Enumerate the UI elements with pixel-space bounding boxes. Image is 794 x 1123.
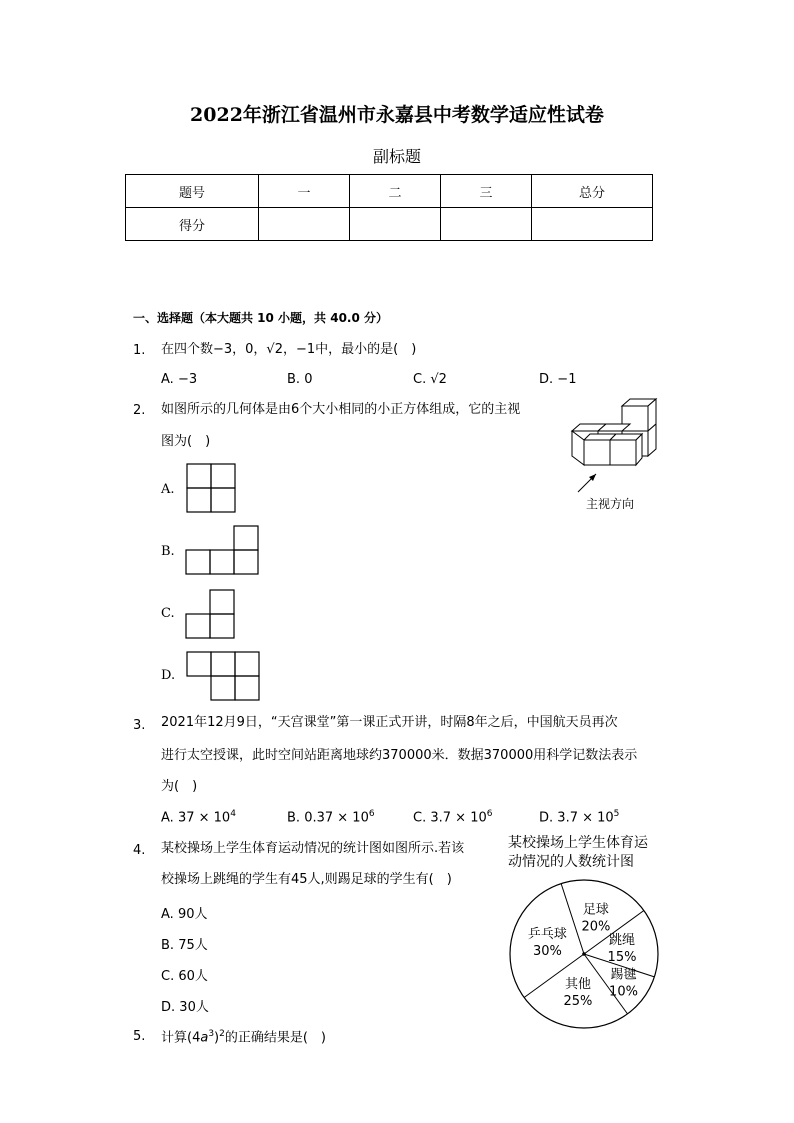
option-a-view-figure bbox=[186, 463, 238, 515]
pie-slice-name: 踢毽 bbox=[610, 967, 637, 983]
option-label: A. bbox=[161, 810, 174, 826]
question-text: 进行太空授课，此时空间站距离地球约370000米．数据370000用科学记数法表示 bbox=[161, 748, 638, 763]
option-label: B. bbox=[161, 938, 175, 953]
option-c[interactable] bbox=[413, 809, 492, 825]
question-number: 1. bbox=[133, 343, 146, 358]
option-c[interactable] bbox=[413, 372, 447, 387]
option-d[interactable] bbox=[539, 372, 576, 387]
option-text: 30人 bbox=[179, 1000, 209, 1015]
q5-variable: a bbox=[200, 1030, 209, 1046]
option-a[interactable] bbox=[161, 372, 197, 387]
score-cell[interactable] bbox=[441, 208, 532, 241]
question-number: 5. bbox=[133, 1029, 146, 1044]
option-text: √2 bbox=[430, 372, 447, 387]
option-text: −3 bbox=[177, 372, 198, 387]
question-text bbox=[161, 1019, 326, 1053]
pie-slice-value: 20% bbox=[581, 919, 611, 935]
option-label: C. bbox=[161, 969, 175, 984]
option-b-view-figure bbox=[185, 525, 263, 577]
option-text: 90人 bbox=[177, 907, 208, 922]
option-d-view-figure bbox=[186, 651, 262, 703]
option-b[interactable] bbox=[161, 934, 208, 953]
pie-slice-name: 足球 bbox=[582, 902, 609, 918]
option-text: 0.37 × 10 bbox=[304, 810, 369, 826]
option-d[interactable]: D. bbox=[161, 668, 176, 683]
pie-slice-name: 乒乓球 bbox=[527, 927, 567, 943]
question-text: 某校操场上学生体育运动情况的统计图如图所示.若该 bbox=[161, 841, 465, 856]
option-a[interactable] bbox=[161, 809, 236, 825]
q5-text-post: 的正确结果是( ) bbox=[224, 1030, 327, 1046]
option-label: D. bbox=[161, 1000, 176, 1015]
chart-title-line: 某校操场上学生体育运 bbox=[508, 835, 648, 851]
option-b[interactable] bbox=[287, 809, 375, 825]
q5-text-pre: 计算(4 bbox=[161, 1030, 201, 1046]
option-text: −1 bbox=[557, 372, 577, 387]
question-text: 校操场上跳绳的学生有45人,则踢足球的学生有( ) bbox=[161, 872, 452, 887]
section-heading: 一、选择题（本大题共 10 小题，共 40.0 分） bbox=[133, 311, 389, 325]
score-row-label: 得分 bbox=[126, 208, 259, 241]
option-c-view-figure bbox=[185, 589, 239, 641]
pie-slice-name: 其他 bbox=[564, 977, 591, 993]
q5-exponent: 2 bbox=[219, 1029, 225, 1039]
option-b[interactable]: B. bbox=[161, 544, 175, 559]
question-number: 3. bbox=[133, 718, 146, 733]
option-text: 75人 bbox=[178, 938, 208, 953]
score-cell[interactable] bbox=[350, 208, 441, 241]
option-c[interactable]: C. bbox=[161, 606, 175, 621]
pie-slice-value: 30% bbox=[532, 944, 562, 960]
score-header-cell: 题号 bbox=[126, 175, 259, 208]
question-number: 4. bbox=[133, 843, 146, 858]
pie-slice-name: 跳绳 bbox=[608, 932, 636, 948]
option-c[interactable] bbox=[161, 965, 208, 984]
score-header-cell: 三 bbox=[441, 175, 532, 208]
option-label: D. bbox=[539, 810, 554, 826]
option-b[interactable] bbox=[287, 372, 312, 387]
option-a[interactable]: A. bbox=[161, 482, 175, 497]
pie-center bbox=[582, 952, 586, 956]
chart-title-line: 动情况的人数统计图 bbox=[508, 854, 634, 870]
option-label: A. bbox=[161, 372, 174, 387]
score-table bbox=[125, 174, 653, 241]
option-label: C. bbox=[413, 372, 427, 387]
option-label: A. bbox=[161, 907, 174, 922]
score-cell[interactable] bbox=[259, 208, 350, 241]
view-direction-caption: 主视方向 bbox=[586, 497, 635, 511]
question-text: 在四个数−3，0，√2，−1中，最小的是( ) bbox=[161, 342, 417, 357]
option-label: C. bbox=[413, 810, 427, 826]
option-d[interactable] bbox=[539, 809, 619, 825]
option-text: 3.7 × 10 bbox=[557, 810, 614, 826]
option-exponent: 6 bbox=[368, 809, 375, 819]
option-label: B. bbox=[287, 372, 301, 387]
option-a[interactable] bbox=[161, 903, 207, 922]
chart-title bbox=[508, 834, 648, 872]
pie-slice-value: 10% bbox=[609, 984, 638, 1000]
option-text: 3.7 × 10 bbox=[430, 810, 487, 826]
score-table-header-row bbox=[126, 175, 653, 208]
q5-exponent: 3 bbox=[208, 1029, 215, 1039]
pie-chart bbox=[506, 876, 662, 1032]
score-header-cell: 一 bbox=[259, 175, 350, 208]
question-text: 2021年12月9日，“天宫课堂”第一课正式开讲，时隔8年之后，中国航天员再次 bbox=[161, 715, 618, 730]
option-exponent: 4 bbox=[230, 809, 236, 819]
exam-subtitle: 副标题 bbox=[372, 147, 421, 166]
option-exponent: 5 bbox=[613, 809, 620, 819]
q5-text-mid: ) bbox=[214, 1030, 220, 1046]
option-text: 0 bbox=[304, 372, 313, 387]
question-text: 如图所示的几何体是由6个大小相同的小正方体组成，它的主视 bbox=[161, 402, 521, 417]
question-text: 为( ) bbox=[161, 779, 198, 794]
option-text: 60人 bbox=[178, 969, 208, 984]
pie-slice-value: 25% bbox=[563, 994, 593, 1010]
exam-title: 2022年浙江省温州市永嘉县中考数学适应性试卷 bbox=[190, 104, 604, 126]
option-text: 37 × 10 bbox=[177, 810, 231, 826]
score-cell[interactable] bbox=[532, 208, 653, 241]
option-label: D. bbox=[539, 372, 554, 387]
question-number: 2. bbox=[133, 403, 146, 418]
score-header-cell: 二 bbox=[350, 175, 441, 208]
pie-slice-value: 15% bbox=[607, 949, 637, 965]
option-label: B. bbox=[287, 810, 301, 826]
option-exponent: 6 bbox=[486, 809, 493, 819]
score-table-row bbox=[126, 208, 653, 241]
question-text: 图为( ) bbox=[161, 434, 211, 449]
option-d[interactable] bbox=[161, 996, 209, 1015]
score-header-cell: 总分 bbox=[532, 175, 653, 208]
